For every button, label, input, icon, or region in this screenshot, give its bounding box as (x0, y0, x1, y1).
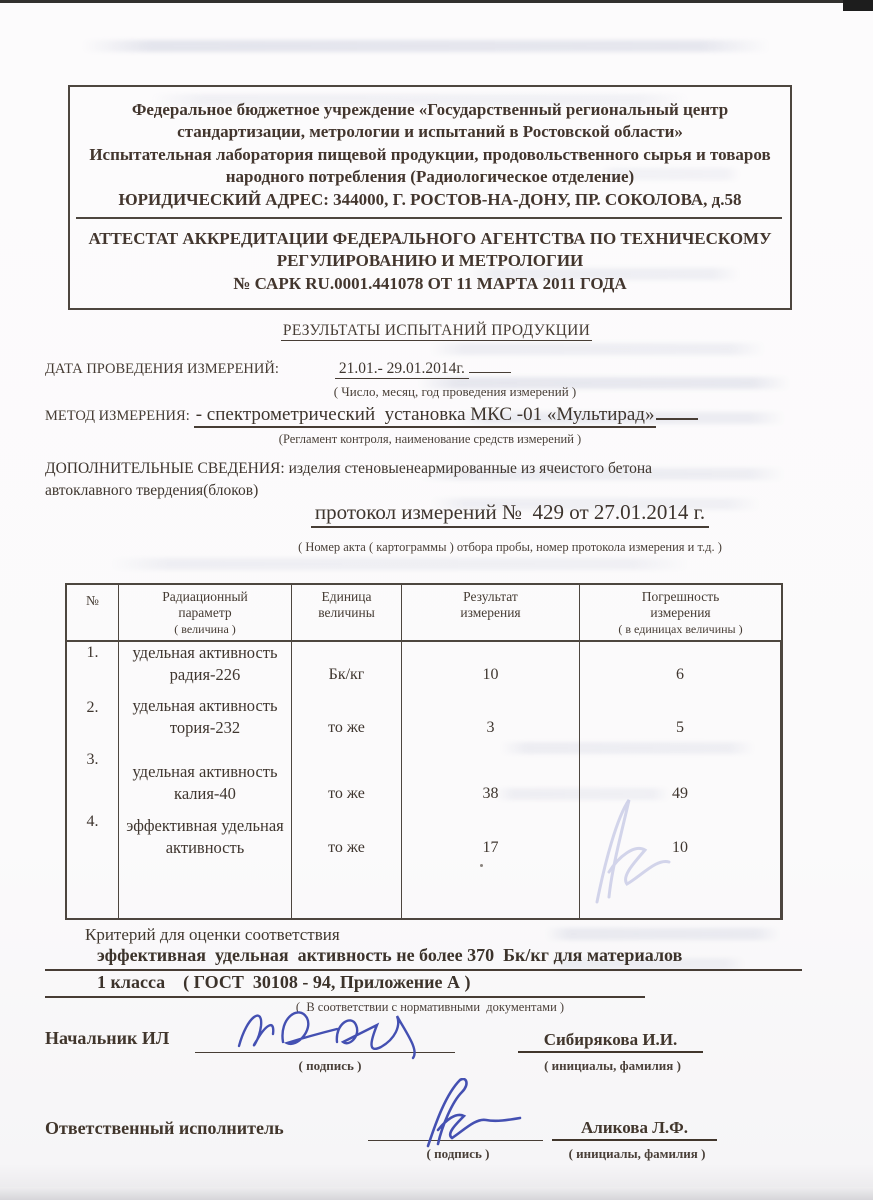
table-header-row (67, 585, 781, 642)
column-error (580, 642, 781, 918)
protocol-number: протокол измерений № 429 от 27.01.2014 г. (280, 500, 740, 525)
table-cell: 5 (676, 719, 684, 736)
ink-dot-artifact (480, 864, 483, 867)
underline-tail (656, 404, 698, 420)
signature-note: ( подпись ) (298, 1058, 362, 1073)
accreditation-statement (70, 228, 790, 295)
underline-tail (469, 358, 511, 373)
accreditation-line: РЕГУЛИРОВАНИЮ И МЕТРОЛОГИИ (276, 251, 584, 271)
signatory-name: Сибирякова И.И. (518, 1030, 703, 1053)
table-cell: удельная активность радия-226 (132, 643, 278, 684)
table-cell: 3. (86, 751, 99, 768)
additional-info (45, 458, 805, 502)
signatory-name: Аликова Л.Ф. (552, 1118, 717, 1141)
section-title: РЕЗУЛЬТАТЫ ИСПЫТАНИЙ ПРОДУКЦИИ (282, 322, 591, 339)
column-parameter (119, 642, 292, 918)
table-body (67, 642, 781, 918)
header-cell-unit: Единица величины (292, 585, 402, 640)
name-note: ( инициалы, фамилия ) (568, 1146, 706, 1161)
signatory-role: Ответственный исполнитель (45, 1118, 284, 1138)
criteria-line1: эффективная удельная активность не более 370 Бк/кг для материалов (45, 945, 802, 971)
table-cell: 49 (672, 785, 688, 802)
criteria-note: ( В соответствии с нормативными документами ) (295, 1000, 565, 1014)
table-cell: 38 (482, 785, 499, 802)
header-cell-error: Погрешность измерения ( в единицах величины ) (618, 589, 743, 636)
header-cell-num: № (67, 585, 119, 640)
organization-name (70, 99, 790, 211)
table-cell: то же (328, 839, 365, 856)
bleed-through (82, 40, 770, 52)
header-cell-result: Результат измерения (402, 585, 580, 640)
header-cell-parameter: Радиационный параметр ( величина ) (119, 585, 292, 640)
accreditation-number: № САРК RU.0001.441078 ОТ 11 МАРТА 2011 ГОДА (233, 273, 627, 293)
criteria-line2: 1 класса ( ГОСТ 30108 - 94, Приложение А ) (45, 972, 645, 998)
scan-edge-line (0, 0, 873, 3)
bleed-through (430, 343, 765, 355)
signature-line (368, 1118, 543, 1141)
table-cell: 1. (86, 644, 99, 661)
header-box (68, 85, 792, 310)
column-unit (292, 642, 402, 918)
org-line: народного потребления (Радиологическое отделение) (225, 167, 635, 187)
table-cell: эффективная удельная активность (126, 816, 284, 857)
table-cell: 17 (482, 839, 499, 856)
table-cell: 4. (86, 813, 99, 830)
table-cell: удельная активность калия-40 (132, 762, 278, 803)
signatory-role: Начальник ИЛ (45, 1028, 170, 1048)
method-note: (Регламент контроля, наименование средств измерений ) (278, 432, 582, 446)
table-cell: то же (328, 785, 365, 802)
column-result (402, 642, 580, 918)
additional-line: автоклавного твердения(блоков) (45, 482, 259, 499)
results-table (65, 583, 783, 920)
signature-note: ( подпись ) (426, 1146, 490, 1161)
column-num (67, 642, 119, 918)
protocol-note: ( Номер акта ( картограммы ) отбора пробы, номер протокола измерения и т.д. ) (298, 540, 722, 554)
scan-bottom-shadow (0, 1187, 873, 1200)
bleed-through (110, 558, 690, 570)
method-value: - спектрометрический установка МКС -01 «Мультирад» (194, 404, 657, 428)
date-value: 21.01.- 29.01.2014г. (335, 360, 469, 379)
date-note: ( Число, месяц, год проведения измерений ) (333, 384, 577, 399)
accreditation-line: АТТЕСТАТ АККРЕДИТАЦИИ ФЕДЕРАЛЬНОГО АГЕНТСТВА ПО ТЕХНИЧЕСКОМУ (88, 229, 772, 248)
table-cell: 2. (86, 699, 99, 716)
table-cell: 10 (672, 839, 688, 856)
table-cell: то же (328, 719, 365, 736)
table-cell: 10 (482, 666, 499, 683)
name-note: ( инициалы, фамилия ) (544, 1058, 681, 1073)
table-cell: Бк/кг (328, 666, 365, 683)
criteria-title: Критерий для оценки соответствия (85, 925, 340, 944)
additional-line: ДОПОЛНИТЕЛЬНЫЕ СВЕДЕНИЯ: изделия стеновыенеармированные из ячеистого бетона (45, 460, 653, 477)
table-cell: 6 (676, 666, 684, 683)
org-address: ЮРИДИЧЕСКИЙ АДРЕС: 344000, Г. РОСТОВ-НА-ДОНУ, ПР. СОКОЛОВА, д.58 (118, 189, 742, 209)
measurement-method-row (45, 404, 855, 426)
signature-line (195, 1030, 455, 1053)
org-line: стандартизации, метрологии и испытаний в Ростовской области» (177, 122, 683, 142)
org-line: Испытательная лаборатория пищевой продукции, продовольственного сырья и товаров (89, 144, 771, 164)
table-cell: 3 (486, 719, 495, 736)
method-label: МЕТОД ИЗМЕРЕНИЯ: (45, 408, 190, 424)
org-line: Федеральное бюджетное учреждение «Государственный региональный центр (131, 100, 729, 119)
date-label: ДАТА ПРОВЕДЕНИЯ ИЗМЕРЕНИЙ: (45, 361, 279, 377)
measurement-date-row (45, 358, 845, 378)
scan-corner-artifact (843, 0, 873, 11)
header-divider (76, 217, 782, 219)
table-cell: удельная активность тория-232 (132, 696, 278, 737)
